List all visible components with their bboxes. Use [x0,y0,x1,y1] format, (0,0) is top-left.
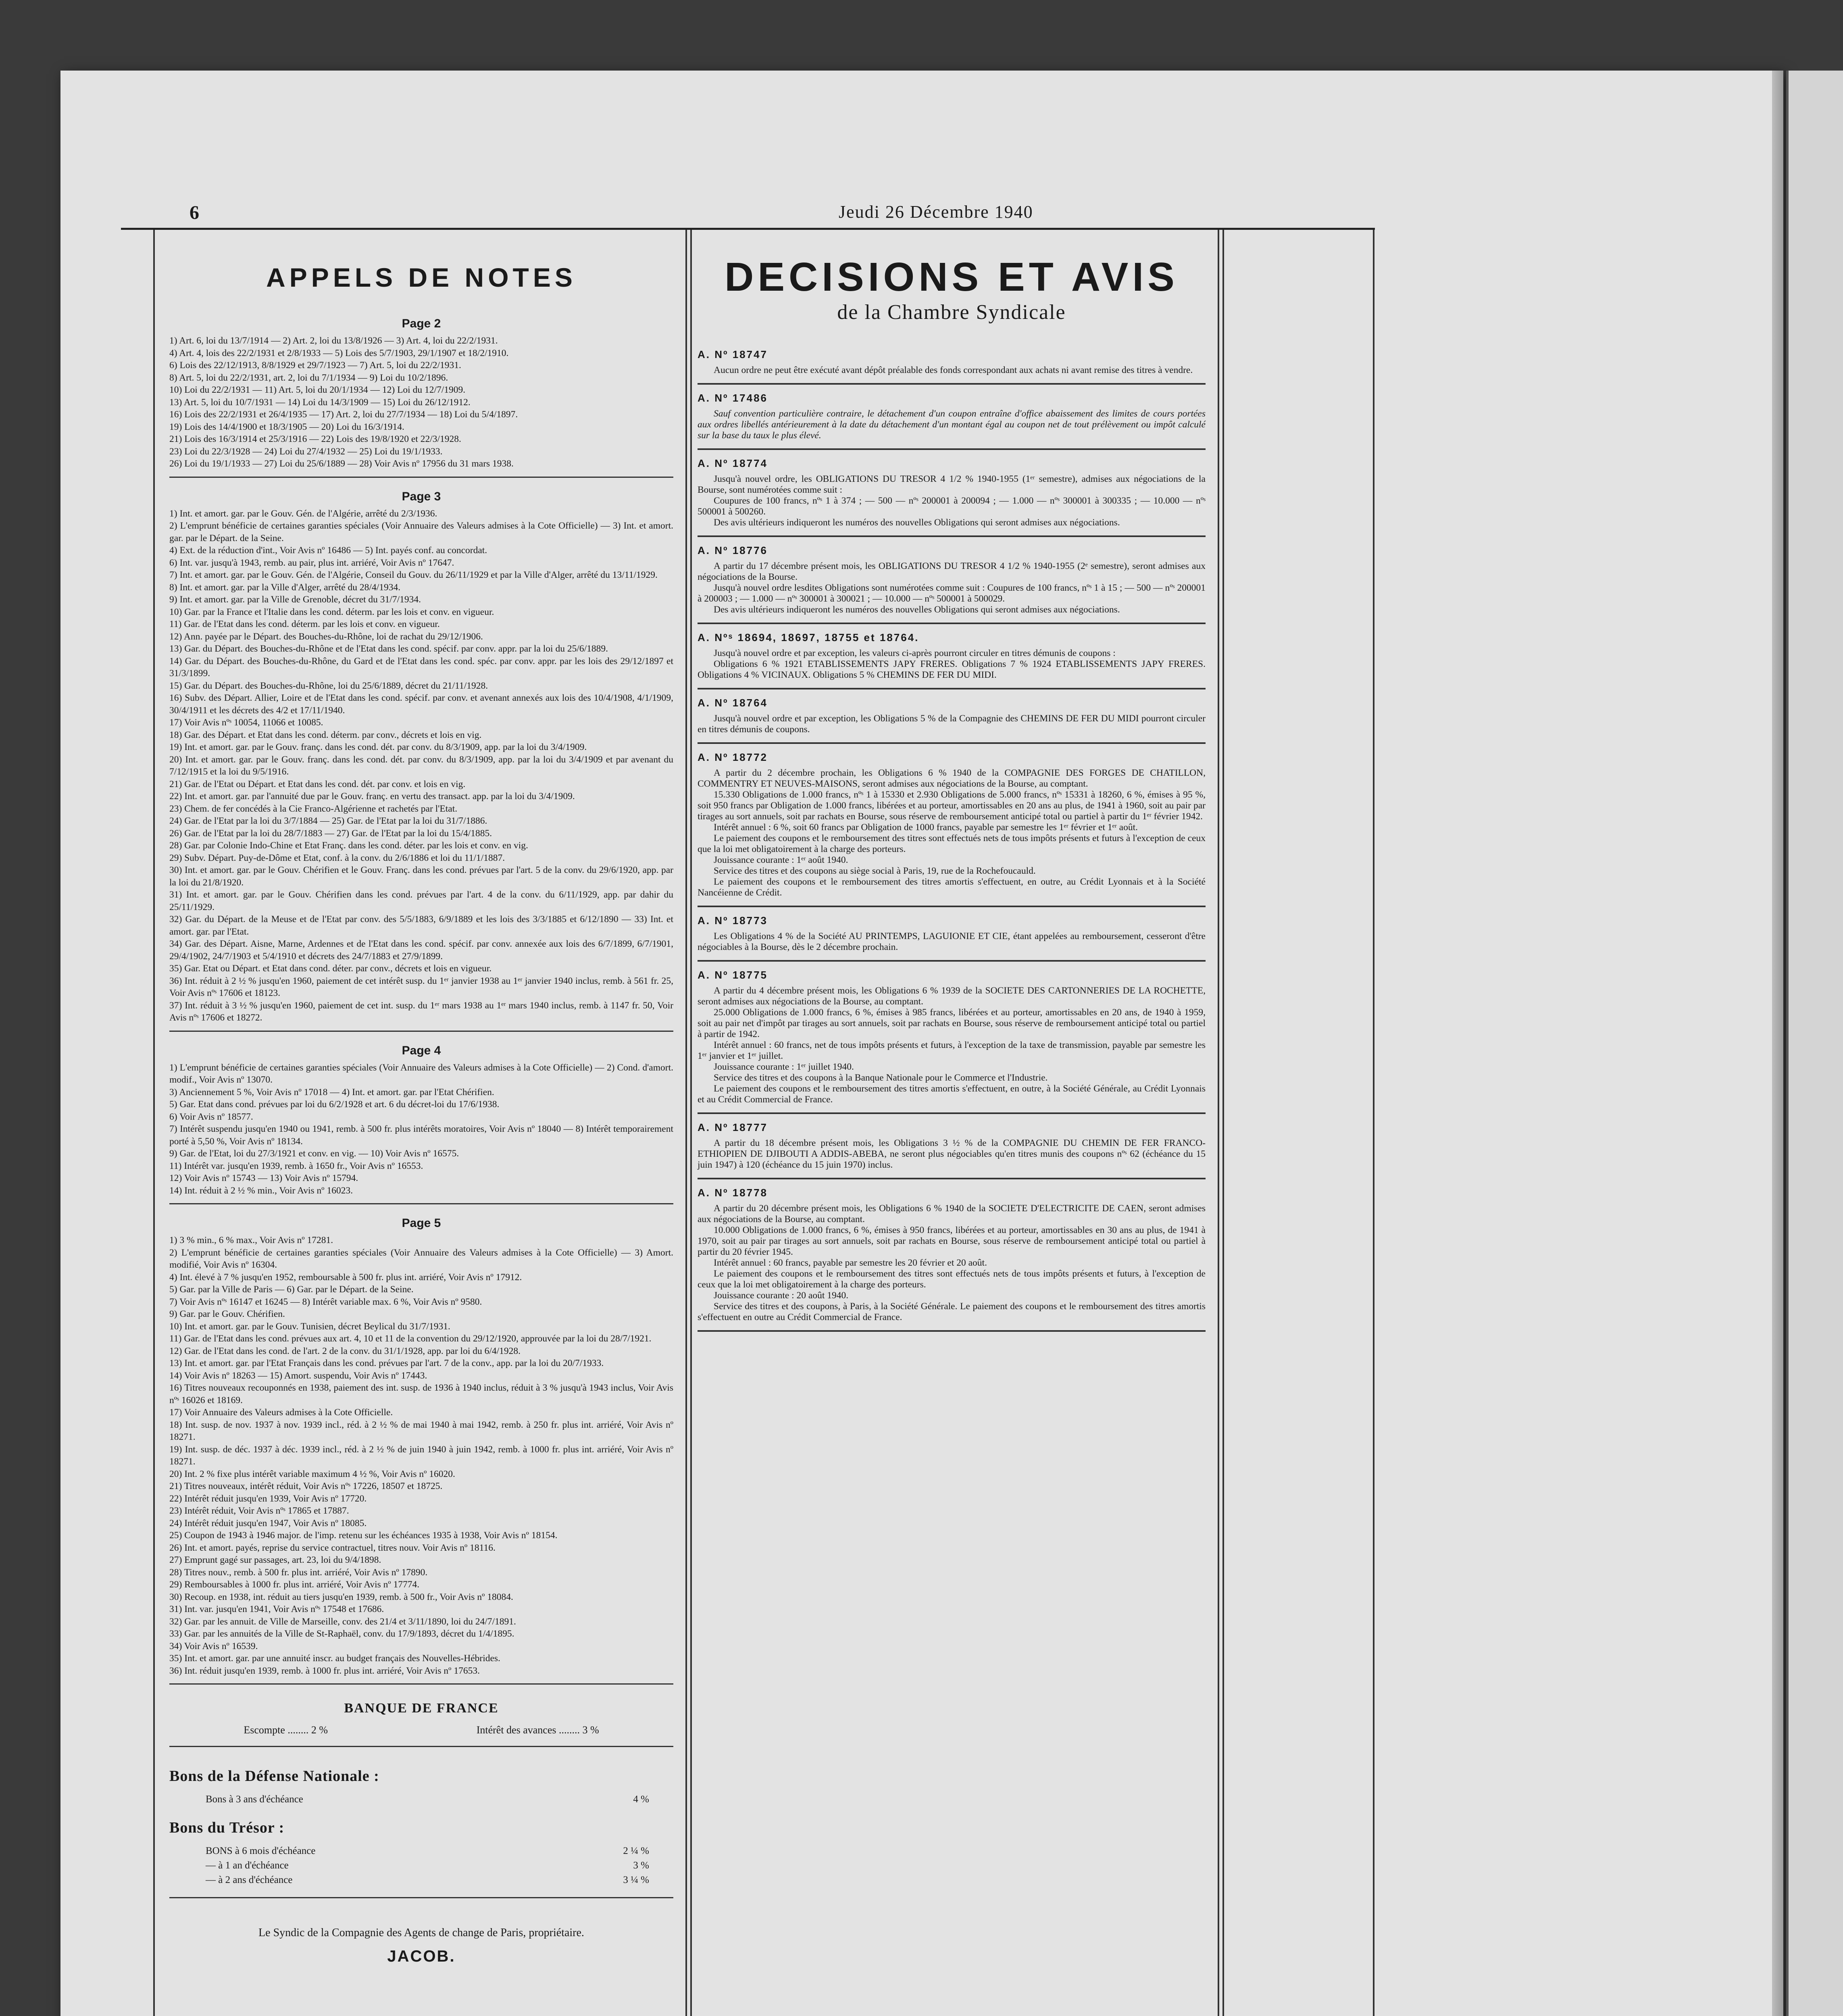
notes-page-heading: Page 5 [402,1216,441,1230]
bons-defense [169,1767,673,1807]
banque-rates [169,1724,673,1736]
note-line: 22) Int. et amort. gar. par l'annuité due par le Gouv. franç. en vertu des transact. app. par la loi du 3/4/1909. [169,791,575,802]
note-line: 4) Art. 4, lois des 22/2/1931 et 2/8/1933 — 5) Lois des 5/7/1903, 29/1/1907 et 18/2/1910. [169,348,509,358]
note-line: 22) Intérêt réduit jusqu'en 1939, Voir Avis nº 17720. [169,1493,367,1504]
decisions-avis-column [698,238,1206,1332]
avis-number: A. Nºˢ 18694, 18697, 18755 et 18764. [698,631,919,644]
avis-18764 [698,697,1206,735]
avis-number: A. Nº 18777 [698,1121,768,1133]
avis-number: A. Nº 18774 [698,457,768,469]
notes-page-heading: Page 4 [402,1043,441,1057]
appels-de-notes-column [169,238,673,1966]
avis-number: A. Nº 17486 [698,392,768,404]
bons-tresor [169,1819,673,1887]
avis-number: A. Nº 18764 [698,697,768,709]
column-divider-2b [1222,230,1224,2016]
avis-paragraph: A partir du 18 décembre présent mois, les Obligations 3 ½ % de la COMPAGNIE DU CHEMIN DE FER FRANCO-ETHIOPIEN DE DJIBOUTI A ADDIS-ABEBA, ne seront plus négociables qu'en titres munis des coupons nºˢ 62 (échéance du 15 juin 1947) à 120 (échéance du 15 juin 1970) inclus. [698,1138,1206,1170]
note-line: 10) Int. et amort. gar. par le Gouv. Tunisien, décret Beylical du 31/7/1931. [169,1321,450,1332]
bons-label: — à 2 ans d'échéance [206,1874,293,1885]
note-line: 6) Lois des 22/12/1913, 8/8/1929 et 29/7/1923 — 7) Art. 5, loi du 22/2/1931. [169,360,461,371]
avis-paragraph: Le paiement des coupons et le remboursement des titres amortis s'effectuent, en outre, à la Société Générale, au Crédit Lyonnais et au Crédit Commercial de France. [698,1083,1206,1105]
note-line: 9) Gar. par le Gouv. Chérifien. [169,1309,285,1319]
avis-paragraph: Intérêt annuel : 60 francs, payable par semestre les 20 février et 20 août. [714,1258,987,1268]
section-rule [169,477,673,478]
avis-18694 [698,631,1206,681]
note-line: 36) Int. réduit à 2 ½ % jusqu'en 1960, paiement de cet intérêt susp. du 1ᵉʳ janvier 1938 au 1ᵉʳ janvier 1940 inclus, remb. à 561 fr. 25, Voir Avis nºˢ 17606 et 18123. [169,975,673,998]
avis-paragraph: Service des titres et des coupons, à Paris, à la Société Générale. Le paiement des coupons et le remboursement des titres amortis s'effectuent en outre au Crédit Commercial de France. [698,1301,1206,1322]
note-line: 12) Voir Avis nº 15743 — 13) Voir Avis nº 15794. [169,1173,358,1183]
note-line: 10) Loi du 22/2/1931 — 11) Art. 5, loi du 20/1/1934 — 12) Loi du 12/7/1909. [169,385,466,395]
avis-paragraph: Service des titres et des coupons à la Banque Nationale pour le Commerce et l'Industrie. [714,1073,1048,1083]
page-binding-edge [1772,71,1783,2016]
bons-defense-row [169,1792,673,1807]
note-line: 1) L'emprunt bénéficie de certaines garanties spéciales (Voir Annuaire des Valeurs admises à la Cote Officielle) — 2) Cond. d'amort. modif., Voir Avis nº 13070. [169,1062,673,1085]
note-line: 6) Int. var. jusqu'à 1943, remb. au pair, plus int. arriéré, Voir Avis nº 17647. [169,557,454,568]
note-line: 23) Chem. de fer concédés à la Cie Franco-Algérienne et rachetés par l'Etat. [169,803,458,814]
banque-title: BANQUE DE FRANCE [344,1701,499,1716]
note-line: 9) Int. et amort. gar. par la Ville de Grenoble, décret du 31/7/1934. [169,594,421,605]
note-line: 28) Gar. par Colonie Indo-Chine et Etat Franç. dans les cond. déter. par les lois et conv. en vig. [169,840,528,851]
avis-paragraph: Jouissance courante : 20 août 1940. [714,1290,849,1301]
note-line: 11) Intérêt var. jusqu'en 1939, remb. à 1650 fr., Voir Avis nº 16553. [169,1160,423,1171]
avances-value: 3 % [582,1724,599,1736]
avis-rule [698,1112,1206,1114]
note-line: 15) Gar. du Départ. des Bouches-du-Rhône, loi du 25/6/1889, décret du 21/11/1928. [169,680,488,691]
avis-18773 [698,914,1206,953]
notes-page-3 [169,490,673,1024]
notes-page-heading: Page 3 [402,489,441,503]
bons-rate: 3 ¼ % [623,1874,649,1885]
note-line: 3) Anciennement 5 %, Voir Avis nº 17018 — 4) Int. et amort. gar. par l'Etat Chérifien. [169,1087,494,1098]
right-border [1373,230,1374,2016]
avis-paragraph: Aucun ordre ne peut être exécuté avant dépôt préalable des fonds correspondant aux achats ni avant remise des titres à vendre. [714,365,1193,375]
note-line: 18) Gar. des Départ. et Etat dans les cond. déterm. par conv., décrets et lois en vig. [169,729,482,740]
avis-paragraph: Le paiement des coupons et le remboursement des titres amortis s'effectuent, en outre, au Crédit Lyonnais et à la Société Nancéienne de Crédit. [698,877,1206,898]
note-line: 14) Voir Avis nº 18263 — 15) Amort. suspendu, Voir Avis nº 17443. [169,1370,427,1381]
page-number: 6 [190,202,199,223]
note-line: 12) Ann. payée par le Départ. des Bouches-du-Rhône, loi de rachat du 29/12/1906. [169,631,483,642]
note-line: 21) Lois des 16/3/1914 et 25/3/1916 — 22) Lois des 19/8/1920 et 22/3/1928. [169,434,461,444]
bons-defense-title: Bons de la Défense Nationale : [169,1768,379,1785]
page-header [121,202,1371,226]
note-line: 5) Gar. par la Ville de Paris — 6) Gar. par le Départ. de la Seine. [169,1284,414,1295]
note-line: 13) Int. et amort. gar. par l'Etat Français dans les cond. prévues par l'art. 7 de la conv., app. par la loi du 20/7/1933. [169,1358,604,1368]
note-line: 4) Int. élevé à 7 % jusqu'en 1952, remboursable à 500 fr. plus int. arriéré, Voir Avis nº 17912. [169,1272,522,1283]
note-line: 32) Gar. du Départ. de la Meuse et de l'Etat par conv. des 5/5/1883, 6/9/1889 et les lois des 3/3/1885 et 6/12/1890 — 33) Int. et amort. gar. par l'Etat. [169,914,673,937]
avances-rate: Intérêt des avances ........ 3 % [476,1724,599,1736]
avis-paragraph: 25.000 Obligations de 1.000 francs, 6 %, émises à 985 francs, libérées et au porteur, amortissables en 20 ans, de 1940 à 1959, soit au pair net d'impôt par tirages au sort annuels, soit par rachats en Bourse, sous réserve de remboursement anticipé total ou partiel à partir de 1942. [698,1007,1206,1039]
left-border [153,230,155,2016]
note-line: 29) Remboursables à 1000 fr. plus int. arriéré, Voir Avis nº 17774. [169,1579,420,1590]
note-line: 21) Gar. de l'Etat ou Départ. et Etat dans les cond. dét. par conv. et lois en vig. [169,779,466,789]
avis-paragraph: Jouissance courante : 1ᵉʳ juillet 1940. [714,1062,854,1072]
avis-18777 [698,1121,1206,1170]
avis-number: A. Nº 18778 [698,1187,768,1199]
note-line: 37) Int. réduit à 3 ½ % jusqu'en 1960, paiement de cet int. susp. du 1ᵉʳ mars 1938 au 1ᵉʳ mars 1940 inclus, remb. à 1147 fr. 50, Voir Avis nºˢ 17606 et 18272. [169,1000,673,1023]
note-line: 8) Art. 5, loi du 22/2/1931, art. 2, loi du 7/1/1934 — 9) Loi du 10/2/1896. [169,372,448,383]
avis-number: A. Nº 18773 [698,914,768,927]
avis-paragraph: Coupures de 100 francs, nºˢ 1 à 374 ; — 500 — nºˢ 200001 à 200094 ; — 1.000 — nºˢ 300001 à 300335 ; — 10.000 — nºˢ 500001 à 500260. [698,496,1206,517]
avis-17486 [698,392,1206,441]
avis-paragraph: Intérêt annuel : 6 %, soit 60 francs par Obligation de 1000 francs, payable par semestre les 1ᵉʳ février et 1ᵉʳ août. [714,822,1138,833]
avis-paragraph: 15.330 Obligations de 1.000 francs, nºˢ 1 à 15330 et 2.930 Obligations de 5.000 francs, nºˢ 15331 à 18260, 6 %, émises à 95 %, soit 950 francs par Obligation de 1.000 francs, libérées et au porteur, amortissables en 20 ans au plus, de 1941 à 1960, soit au pair par tirages au sort annuels, soit par rachats en Bourse, sous réserve de remboursement anticipé total ou partiel à partir du 1ᵉʳ février 1942. [698,789,1206,822]
note-line: 2) L'emprunt bénéficie de certaines garanties spéciales (Voir Annuaire des Valeurs admises à la Cote Officielle) — 3) Amort. modifié, Voir Avis nº 16304. [169,1247,673,1270]
note-line: 29) Subv. Départ. Puy-de-Dôme et Etat, conf. à la conv. du 2/6/1886 et loi du 11/1/1887. [169,852,505,863]
header-rule [121,228,1375,230]
note-line: 10) Gar. par la France et l'Italie dans les cond. déterm. par les lois et conv. en vigueur. [169,606,494,617]
avis-paragraph: Le paiement des coupons et le remboursement des titres sont effectués nets de tous impôts présents et futurs, à l'exception de ceux que la loi met obligatoirement à la charge des porteurs. [698,1268,1206,1290]
avis-paragraph: A partir du 2 décembre prochain, les Obligations 6 % 1940 de la COMPAGNIE DES FORGES DE CHATILLON, COMMENTRY ET NEUVES-MAISONS, seront admises aux négociations de la Bourse, au comptant. [698,768,1206,789]
notes-page-heading: Page 2 [402,317,441,330]
escompte-value: 2 % [311,1724,328,1736]
note-line: 7) Int. et amort. gar. par le Gouv. Gén. de l'Algérie, Conseil du Gouv. du 26/11/1929 et par la Ville d'Alger, arrêté du 13/11/1929. [169,570,658,580]
bons-tresor-row [169,1858,673,1873]
note-line: 1) Art. 6, loi du 13/7/1914 — 2) Art. 2, loi du 13/8/1926 — 3) Art. 4, loi du 22/2/1931. [169,335,498,346]
avis-18778 [698,1187,1206,1323]
avis-18775 [698,969,1206,1105]
note-line: 27) Emprunt gagé sur passages, art. 23, loi du 9/4/1898. [169,1555,381,1565]
column-divider-1b [690,230,692,2016]
avis-paragraph: Intérêt annuel : 60 francs, net de tous impôts présents et futurs, à l'exception de la taxe de transmission, payable par semestre les 1ᵉʳ janvier et 1ᵉʳ juillet. [698,1040,1206,1061]
notes-page-4 [169,1044,673,1197]
notes-page-5 [169,1216,673,1677]
column-divider-1 [685,230,687,2016]
note-line: 19) Int. susp. de déc. 1937 à déc. 1939 incl., réd. à 2 ½ % de juin 1940 à juin 1942, remb. à 1000 fr. plus int. arriéré, Voir Avis nº 18271. [169,1444,673,1467]
avis-paragraph: Jusqu'à nouvel ordre et par exception, les valeurs ci-après pourront circuler en titres démunis de coupons : [714,648,1116,658]
avis-rule [698,1178,1206,1179]
note-line: 6) Voir Avis nº 18577. [169,1111,253,1122]
avis-number: A. Nº 18772 [698,751,768,763]
note-line: 9) Gar. de l'Etat, loi du 27/3/1921 et conv. en vig. — 10) Voir Avis nº 16575. [169,1148,459,1159]
avis-18774 [698,457,1206,528]
note-line: 23) Loi du 22/3/1928 — 24) Loi du 27/4/1932 — 25) Loi du 19/1/1933. [169,446,443,457]
avis-paragraph: 10.000 Obligations de 1.000 francs, 6 %, émises à 950 francs, libérées et au porteur, amortissables en 30 ans au plus, de 1941 à 1970, soit au pair par tirages au sort annuels, soit par rachats en Bourse, sous réserve de remboursement anticipé total ou partiel à partir du 20 février 1945. [698,1225,1206,1257]
note-line: 30) Int. et amort. gar. par le Gouv. Chérifien et le Gouv. Franç. dans les cond. prévues par l'art. 5 de la conv. du 29/6/1920, app. par la loi du 21/8/1920. [169,865,673,888]
avis-paragraph: Obligations 6 % 1921 ETABLISSEMENTS JAPY FRERES. Obligations 7 % 1924 ETABLISSEMENTS JAPY FRERES. Obligations 4 % VICINAUX. Obligations 5 % CHEMINS DE FER DU MIDI. [698,659,1206,680]
avis-number: A. Nº 18775 [698,969,768,981]
note-line: 23) Intérêt réduit, Voir Avis nºˢ 17865 et 17887. [169,1506,349,1516]
avis-rule [698,448,1206,450]
note-line: 4) Ext. de la réduction d'int., Voir Avis nº 16486 — 5) Int. payés conf. au concordat. [169,545,487,556]
avis-rule [698,742,1206,744]
note-line: 19) Lois des 14/4/1900 et 18/3/1905 — 20) Loi du 16/3/1914. [169,421,404,432]
syndic-line: Le Syndic de la Compagnie des Agents de change de Paris, propriétaire. [258,1926,584,1939]
avis-rule [698,383,1206,385]
note-line: 31) Int. var. jusqu'en 1941, Voir Avis nºˢ 17548 et 17686. [169,1604,384,1614]
note-line: 32) Gar. par les annuit. de Ville de Marseille, conv. des 21/4 et 3/11/1890, loi du 24/7/1891. [169,1616,516,1627]
note-line: 35) Int. et amort. gar. par une annuité inscr. au budget français des Nouvelles-Hébrides. [169,1653,500,1664]
escompte-label: Escompte [244,1724,285,1736]
note-line: 13) Art. 5, loi du 10/7/1931 — 14) Loi du 14/3/1909 — 15) Loi du 26/12/1912. [169,397,471,408]
note-line: 13) Gar. du Départ. des Bouches-du-Rhône et de l'Etat dans les cond. spécif. par conv. appr. par la loi du 25/6/1889. [169,644,608,654]
note-line: 26) Loi du 19/1/1933 — 27) Loi du 25/6/1889 — 28) Voir Avis nº 17956 du 31 mars 1938. [169,458,514,469]
decisions-subtitle: de la Chambre Syndicale [837,301,1066,324]
avis-rule [698,623,1206,624]
avis-rule [698,535,1206,537]
note-line: 35) Gar. Etat ou Départ. et Etat dans cond. déter. par conv., décrets et lois en vigueur. [169,963,492,974]
note-line: 18) Int. susp. de nov. 1937 à nov. 1939 incl., réd. à 2 ½ % de mai 1940 à mai 1942, remb. à 250 fr. plus int. arriéré, Voir Avis nº 18271. [169,1419,673,1442]
note-line: 16) Titres nouveaux recouponnés en 1938, paiement des int. susp. de 1936 à 1940 inclus, réduit à 3 % jusqu'à 1943 inclus, Voir Avis nºˢ 16026 et 18169. [169,1383,673,1406]
note-line: 26) Int. et amort. payés, reprise du service contractuel, titres nouv. Voir Avis nº 18116. [169,1542,496,1553]
note-line: 24) Gar. de l'Etat par la loi du 3/7/1884 — 25) Gar. de l'Etat par la loi du 31/7/1886. [169,816,487,826]
next-page-edge [1786,71,1843,2016]
note-line: 33) Gar. par les annuités de la Ville de St-Raphaël, conv. du 17/9/1893, décret du 1/4/1895. [169,1629,514,1639]
avis-paragraph: A partir du 4 décembre présent mois, les Obligations 6 % 1939 de la SOCIETE DES CARTONNERIES DE LA ROCHETTE, seront admises aux négociations de la Bourse, au comptant. [698,985,1206,1007]
section-rule [169,1031,673,1032]
note-line: 36) Int. réduit jusqu'en 1939, remb. à 1000 fr. plus int. arriéré, Voir Avis nº 17653. [169,1665,480,1676]
decisions-title: DECISIONS ET AVIS [725,254,1179,300]
note-line: 1) Int. et amort. gar. par le Gouv. Gén. de l'Algérie, arrêté du 2/3/1936. [169,508,437,519]
avis-paragraph: Jouissance courante : 1ᵉʳ août 1940. [714,855,848,865]
note-line: 14) Gar. du Départ. des Bouches-du-Rhône, du Gard et de l'Etat dans les cond. spéc. par conv. appr. par les lois des 29/12/1897 et 31/3/1899. [169,656,673,679]
avis-paragraph: Jusqu'à nouvel ordre, les OBLIGATIONS DU TRESOR 4 1/2 % 1940-1955 (1ᵉʳ semestre), admises aux négociations de la Bourse, sont numérotées comme suit : [698,474,1206,495]
bons-rate: 3 % [633,1860,649,1871]
note-line: 20) Int. et amort. gar. par le Gouv. franç. dans les cond. dét. par conv. du 8/3/1909, app. par la loi du 3/4/1909 et par avenant du 7/12/1915 et la loi du 9/5/1916. [169,754,673,777]
bons-label: — à 1 an d'échéance [206,1860,289,1871]
bons-tresor-title: Bons du Trésor : [169,1819,285,1836]
banque-de-france-box [169,1701,673,1736]
note-line: 14) Int. réduit à 2 ½ % min., Voir Avis nº 16023. [169,1185,353,1196]
avis-paragraph: A partir du 17 décembre présent mois, les OBLIGATIONS DU TRESOR 4 1/2 % 1940-1955 (2ᵉ semestre), seront admises aux négociations de la Bourse. [698,561,1206,582]
bons-rate: 4 % [633,1794,649,1805]
signature: JACOB. [387,1947,456,1965]
note-line: 34) Gar. des Départ. Aisne, Marne, Ardennes et de l'Etat dans les cond. spécif. par conv. annexée aux lois des 6/7/1899, 6/7/1901, 29/4/1902, 24/7/1903 et 5/4/1910 et décrets des 24/7/1883 et 27/9/1899. [169,939,673,962]
note-line: 28) Titres nouv., remb. à 500 fr. plus int. arriéré, Voir Avis nº 17890. [169,1567,428,1578]
notes-page-2 [169,317,673,470]
appels-title: APPELS DE NOTES [266,262,577,292]
avis-paragraph: Jusqu'à nouvel ordre et par exception, les Obligations 5 % de la Compagnie des CHEMINS DE FER DU MIDI pourront circuler en titres démunis de coupons. [698,713,1206,735]
note-line: 26) Gar. de l'Etat par la loi du 28/7/1883 — 27) Gar. de l'Etat par la loi du 15/4/1885. [169,828,492,839]
note-line: 34) Voir Avis nº 16539. [169,1641,258,1652]
avis-rule [698,906,1206,907]
avances-label: Intérêt des avances [476,1724,556,1736]
section-rule [169,1897,673,1898]
avis-paragraph: Les Obligations 4 % de la Société AU PRINTEMPS, LAGUIONIE ET CIE, étant appelées au remboursement, cesseront d'être négociables à la Bourse, dès le 2 décembre prochain. [698,931,1206,952]
avis-18747 [698,348,1206,376]
bons-label: Bons à 3 ans d'échéance [206,1794,303,1805]
issue-date: Jeudi 26 Décembre 1940 [839,202,1033,222]
note-line: 25) Coupon de 1943 à 1946 major. de l'imp. retenu sur les échéances 1935 à 1938, Voir Avis nº 18154. [169,1530,558,1541]
bons-label: BONS à 6 mois d'échéance [206,1845,316,1856]
bons-tresor-row [169,1873,673,1887]
avis-paragraph: A partir du 20 décembre présent mois, les Obligations 6 % 1940 de la SOCIETE D'ELECTRICITE DE CAEN, seront admises aux négociations de la Bourse, au comptant. [698,1203,1206,1225]
note-line: 12) Gar. de l'Etat dans les cond. de l'art. 2 de la conv. du 31/1/1928, app. par loi du 6/4/1928. [169,1345,521,1356]
avis-18776 [698,544,1206,615]
avis-number: A. Nº 18776 [698,544,768,556]
avis-paragraph: Des avis ultérieurs indiqueront les numéros des nouvelles Obligations qui seront admises aux négociations. [714,604,1120,615]
note-line: 8) Int. et amort. gar. par la Ville d'Alger, arrêté du 28/4/1934. [169,582,401,593]
note-line: 2) L'emprunt bénéficie de certaines garanties spéciales (Voir Annuaire des Valeurs admises à la Cote Officielle) — 3) Int. et amort. gar. par le Départ. de la Seine. [169,521,673,544]
avis-number: A. Nº 18747 [698,348,768,360]
section-rule [169,1683,673,1685]
bons-tresor-row [169,1844,673,1858]
avis-rule [698,1330,1206,1332]
section-rule [169,1746,673,1747]
avis-paragraph: Des avis ultérieurs indiqueront les numéros des nouvelles Obligations qui seront admises aux négociations. [714,517,1120,528]
note-line: 7) Intérêt suspendu jusqu'en 1940 ou 1941, remb. à 500 fr. plus intérêts moratoires, Voir Avis nº 18040 — 8) Intérêt temporairement porté à 5,50 %, Voir Avis nº 18134. [169,1124,673,1147]
bons-rate: 2 ¼ % [623,1845,649,1856]
note-line: 17) Voir Avis nºˢ 10054, 11066 et 10085. [169,717,323,728]
avis-18772 [698,751,1206,898]
note-line: 16) Lois des 22/2/1931 et 26/4/1935 — 17) Art. 2, loi du 27/7/1934 — 18) Loi du 5/4/1897. [169,409,518,420]
avis-rule [698,688,1206,689]
avis-paragraph: Jusqu'à nouvel ordre lesdites Obligations sont numérotées comme suit : Coupures de 100 francs, nºˢ 1 à 15 ; — 500 — nºˢ 200001 à 200003 ; — 1.000 — nºˢ 300001 à 300021 ; — 10.000 — nºˢ 500001 à 500029. [698,583,1206,604]
escompte-rate: Escompte ........ 2 % [244,1724,328,1736]
note-line: 16) Subv. des Départ. Allier, Loire et de l'Etat dans les cond. spécif. par conv. et avenant annexés aux lois des 10/4/1908, 4/1/1909, 30/4/1911 et les décrets des 4/2 et 17/11/1940. [169,693,673,716]
note-line: 17) Voir Annuaire des Valeurs admises à la Cote Officielle. [169,1407,393,1418]
note-line: 11) Gar. de l'Etat dans les cond. déterm. par les lois et conv. en vigueur. [169,619,440,629]
avis-rule [698,960,1206,962]
avis-paragraph: Sauf convention particulière contraire, le détachement d'un coupon entraîne d'office abaissement des limites de cours portées aux ordres libellés antérieurement à la date du détachement d'un montant égal au coupon net de tout prélèvement ou impôt calculé sur la base du taux le plus élevé. [698,408,1206,441]
section-rule [169,1203,673,1204]
note-line: 24) Intérêt réduit jusqu'en 1947, Voir Avis nº 18085. [169,1518,367,1529]
note-line: 19) Int. et amort. gar. par le Gouv. franç. dans les cond. dét. par conv. du 8/3/1909, app. par la loi du 3/4/1909. [169,742,587,752]
note-line: 1) 3 % min., 6 % max., Voir Avis nº 17281. [169,1235,333,1245]
note-line: 31) Int. et amort. gar. par le Gouv. Chérifien dans les cond. prévues par l'art. 4 de la conv. du 6/11/1929, app. par dahir du 25/11/1929. [169,889,673,912]
note-line: 21) Titres nouveaux, intérêt réduit, Voir Avis nºˢ 17226, 18507 et 18725. [169,1481,443,1491]
avis-paragraph: Le paiement des coupons et le remboursement des titres sont effectués nets de tous impôts présents et futurs à l'exception de ceux que la loi met obligatoirement à la charge des porteurs. [698,833,1206,854]
note-line: 5) Gar. Etat dans cond. prévues par loi du 6/2/1928 et art. 6 du décret-loi du 17/6/1938. [169,1099,500,1110]
note-line: 20) Int. 2 % fixe plus intérêt variable maximum 4 ½ %, Voir Avis nº 16020. [169,1468,455,1479]
avis-paragraph: Service des titres et des coupons au siège social à Paris, 19, rue de la Rochefoucauld. [714,866,1036,876]
column-divider-2 [1218,230,1219,2016]
note-line: 7) Voir Avis nºˢ 16147 et 16245 — 8) Intérêt variable max. 6 %, Voir Avis nº 9580. [169,1296,482,1307]
note-line: 30) Recoup. en 1938, int. réduit au tiers jusqu'en 1939, remb. à 500 fr., Voir Avis nº 18084. [169,1591,513,1602]
note-line: 11) Gar. de l'Etat dans les cond. prévues aux art. 4, 10 et 11 de la convention du 29/12/1920, approuvée par la loi du 28/7/1921. [169,1333,652,1344]
